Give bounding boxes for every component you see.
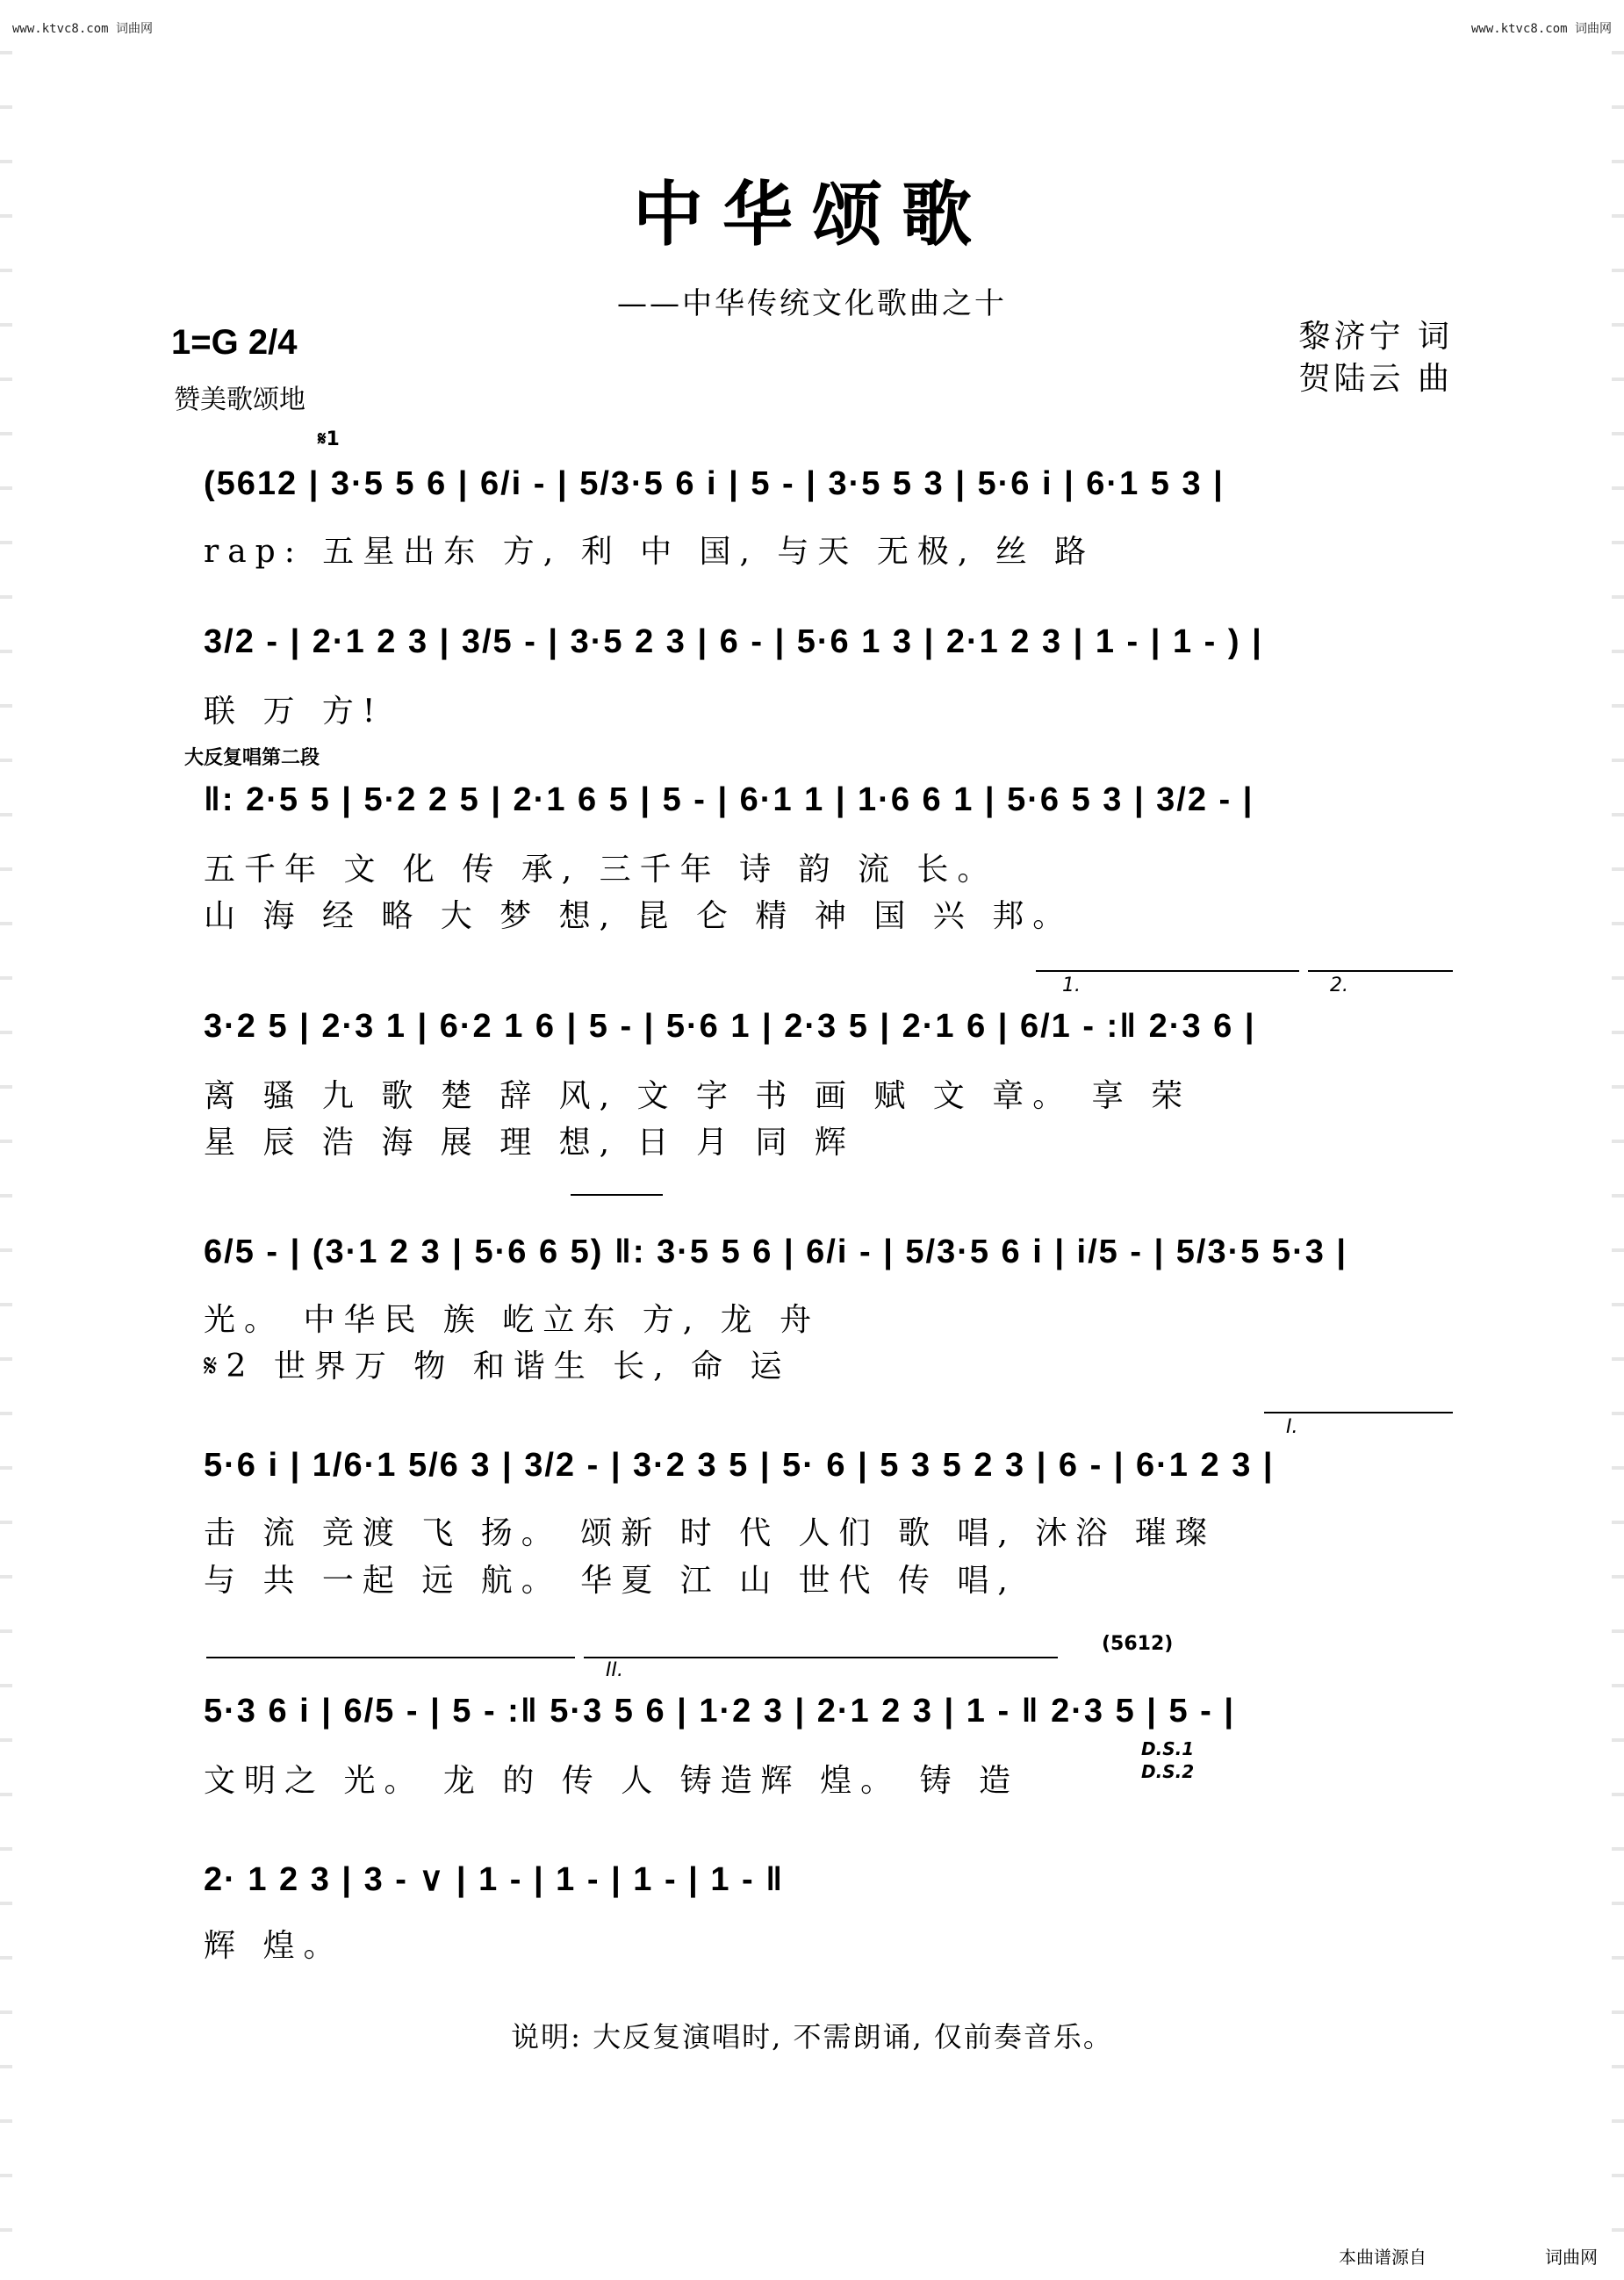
segno-1-mark: 𝄋1 xyxy=(318,428,340,450)
intro-repeat-notes: (5612) xyxy=(1102,1633,1174,1655)
volta-2-label: 2. xyxy=(1330,975,1348,996)
lyric-line-4-verse-2: 星 辰 浩 海 展 理 想, 日 月 同 辉 xyxy=(204,1125,855,1161)
composer-credit: 贺陆云 曲 xyxy=(1298,361,1453,397)
volta-I-continuation xyxy=(206,1657,575,1658)
score-line-6: 5·6 i | 1/6·1 5/6 3 | 3/2 - | 3·2 3 5 | 5· 6 | 5 3 5 2 3 | 6 - | 6·1 2 3 | xyxy=(204,1447,1275,1484)
score-line-8: 2· 1 2 3 | 3 - ∨ | 1 - | 1 - | 1 - | 1 - ‖ xyxy=(204,1861,785,1898)
score-line-5: 6/5 - | (3·1 2 3 | 5·6 6 5) ‖: 3·5 5 6 | 6/i - | 5/3·5 6 i | i/5 - | 5/3·5 5·3 | xyxy=(204,1234,1348,1270)
performance-note: 说明: 大反复演唱时, 不需朗诵, 仅前奏音乐。 xyxy=(511,2020,1113,2053)
footer-site-name: 词曲网 xyxy=(1545,2247,1598,2268)
volta-bracket-1 xyxy=(1036,970,1299,972)
intro-repeat-bracket xyxy=(571,1194,663,1196)
lyric-line-6-verse-1: 击 流 竞渡 飞 扬。 颂新 时 代 人们 歌 唱, 沐浴 璀璨 xyxy=(204,1515,1216,1551)
lyric-line-3-verse-2: 山 海 经 略 大 梦 想, 昆 仑 精 神 国 兴 邦。 xyxy=(204,898,1074,934)
volta-1-label: 1. xyxy=(1062,975,1081,996)
score-line-4: 3·2 5 | 2·3 1 | 6·2 1 6 | 5 - | 5·6 1 | 2·3 5 | 2·1 6 | 6/1 - :‖ 2·3 6 | xyxy=(204,1008,1256,1045)
right-margin-strip xyxy=(1612,0,1624,2280)
ds2-mark: D.S.2 xyxy=(1141,1761,1195,1782)
key-signature: 1=G 2/4 xyxy=(171,323,298,362)
volta-bracket-I xyxy=(1264,1412,1453,1413)
tempo-marking: 赞美歌颂地 xyxy=(174,385,305,415)
score-line-7: 5·3 6 i | 6/5 - | 5 - :‖ 5·3 5 6 | 1·2 3 | 2·1 2 3 | 1 - ‖ 2·3 5 | 5 - | xyxy=(204,1693,1236,1730)
score-line-3: ‖: 2·5 5 | 5·2 2 5 | 2·1 6 5 | 5 - | 6·1 1 | 1·6 6 1 | 5·6 5 3 | 3/2 - | xyxy=(204,781,1254,818)
lyric-line-4-verse-1: 离 骚 九 歌 楚 辞 风, 文 字 书 画 赋 文 章。 享 荣 xyxy=(204,1078,1192,1114)
header-url-left: www.ktvc8.com 词曲网 xyxy=(12,22,154,36)
volta-II-label: II. xyxy=(606,1659,623,1681)
lyric-line-3-verse-1: 五千年 文 化 传 承, 三千年 诗 韵 流 长。 xyxy=(204,852,998,888)
left-margin-strip xyxy=(0,0,12,2280)
volta-bracket-II xyxy=(584,1657,1058,1658)
header-url-right: www.ktvc8.com 词曲网 xyxy=(1470,22,1612,36)
section-label: 大反复唱第二段 xyxy=(184,747,320,769)
volta-I-label: I. xyxy=(1286,1416,1298,1438)
ds1-mark: D.S.1 xyxy=(1141,1738,1195,1759)
lyric-line-1-verse-1: rap: 五星出东 方, 利 中 国, 与天 无极, 丝 路 xyxy=(204,534,1096,570)
lyric-line-5-verse-1: 光。 中华民 族 屹立东 方, 龙 舟 xyxy=(204,1302,821,1338)
lyric-line-5-verse-2: 𝄋2 世界万 物 和谐生 长, 命 运 xyxy=(204,1349,791,1385)
lyric-line-6-verse-2: 与 共 一起 远 航。 华夏 江 山 世代 传 唱, xyxy=(204,1563,1017,1599)
song-title: 中华颂歌 xyxy=(633,173,991,255)
lyric-line-8-verse-1: 辉 煌。 xyxy=(204,1928,344,1964)
lyric-line-2-verse-1: 联 万 方! xyxy=(204,694,384,730)
volta-bracket-2 xyxy=(1308,970,1453,972)
score-line-2: 3/2 - | 2·1 2 3 | 3/5 - | 3·5 2 3 | 6 - | 5·6 1 3 | 2·1 2 3 | 1 - | 1 - ) | xyxy=(204,623,1263,660)
lyric-line-7-verse-1: 文明之 光。 龙 的 传 人 铸造辉 煌。 铸 造 xyxy=(204,1763,1019,1799)
lyricist-credit: 黎济宁 词 xyxy=(1298,319,1453,355)
footer-source-label: 本曲谱源自 xyxy=(1339,2247,1426,2268)
score-line-1: (5612 | 3·5 5 6 | 6/i - | 5/3·5 6 i | 5 - | 3·5 5 3 | 5·6 i | 6·1 5 3 | xyxy=(204,465,1225,502)
song-subtitle: ——中华传统文化歌曲之十 xyxy=(617,286,1007,321)
